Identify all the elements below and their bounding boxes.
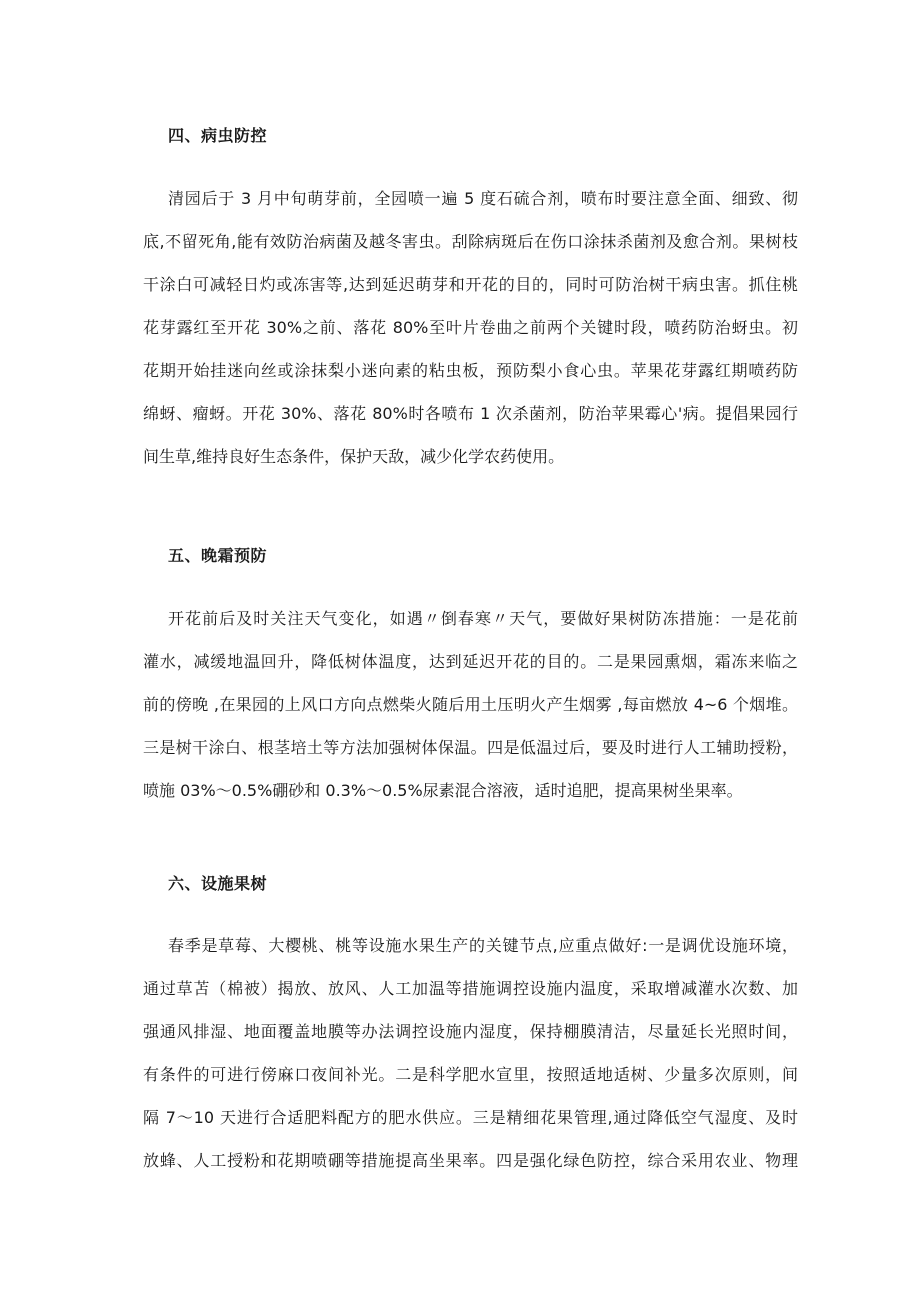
paragraph-line: 强通风排湿、地面覆盖地膜等办法调控设施内湿度，保持棚膜清洁，尽量延长光照时间， <box>143 1022 798 1041</box>
paragraph-line: 前的傍晚 ,在果园的上风口方向点燃柴火随后用土压明火产生烟雾 ,每亩燃放 4~6 个烟堆。 <box>143 695 798 714</box>
paragraph-line: 隔 7～10 天进行合适肥料配方的肥水供应。三是精细花果管理,通过降低空气湿度、及时 <box>143 1108 798 1127</box>
section-body-greenhouse-fruit <box>143 924 798 1182</box>
paragraph-line: 底,不留死角,能有效防治病菌及越冬害虫。刮除病斑后在伤口涂抹杀菌剂及愈合剂。果树枝 <box>143 232 798 251</box>
paragraph-line: 灌水，减缓地温回升，降低树体温度，达到延迟开花的目的。二是果园熏烟，霜冻来临之 <box>143 652 798 671</box>
section-body-pest-control <box>143 177 798 478</box>
paragraph-line: 绵蚜、瘤蚜。开花 30%、落花 80%时各喷布 1 次杀菌剂，防治苹果霉心'病。提倡果园行 <box>143 404 798 423</box>
section-body-late-frost <box>143 597 798 812</box>
section-heading-pest-control: 四、病虫防控 <box>168 126 268 145</box>
paragraph-line: 有条件的可进行傍麻口夜间补光。二是科学肥水宣里，按照适地适树、少量多次原则，间 <box>143 1065 798 1084</box>
section-heading-greenhouse-fruit: 六、设施果树 <box>168 874 268 893</box>
paragraph-line: 清园后于 3 月中旬萌芽前，全园喷一遍 5 度石硫合剂，喷布时要注意全面、细致、彻 <box>168 189 798 208</box>
paragraph-line: 喷施 03%～0.5%硼砂和 0.3%～0.5%尿素混合溶液，适时追肥，提高果树坐果率。 <box>143 781 743 800</box>
paragraph-line: 放蜂、人工授粉和花期喷硼等措施提高坐果率。四是强化绿色防控，综合采用农业、物理 <box>143 1151 798 1170</box>
paragraph-line: 花芽露红至开花 30%之前、落花 80%至叶片卷曲之前两个关键时段，喷药防治蚜虫。初 <box>143 318 798 337</box>
paragraph-line: 开花前后及时关注天气变化，如遇〃倒春寒〃天气，要做好果树防冻措施：一是花前 <box>168 609 798 628</box>
paragraph-line: 三是树干涂白、根茎培土等方法加强树体保温。四是低温过后，要及时进行人工辅助授粉， <box>143 738 798 757</box>
paragraph-line: 间生草,维持良好生态条件，保护天敌，减少化学农药使用。 <box>143 447 565 466</box>
paragraph-line: 通过草苫（棉被）揭放、放风、人工加温等措施调控设施内温度，采取增减灌水次数、加 <box>143 979 798 998</box>
paragraph-line: 春季是草莓、大樱桃、桃等设施水果生产的关键节点,应重点做好:一是调优设施环境， <box>168 936 798 955</box>
paragraph-line: 干涂白可减轻日灼或冻害等,达到延迟萌芽和开花的目的，同时可防治树干病虫害。抓住桃 <box>143 275 798 294</box>
paragraph-line: 花期开始挂迷向丝或涂抹梨小迷向素的粘虫板，预防梨小食心虫。苹果花芽露红期喷药防 <box>143 361 798 380</box>
section-heading-late-frost: 五、晚霜预防 <box>168 546 268 565</box>
